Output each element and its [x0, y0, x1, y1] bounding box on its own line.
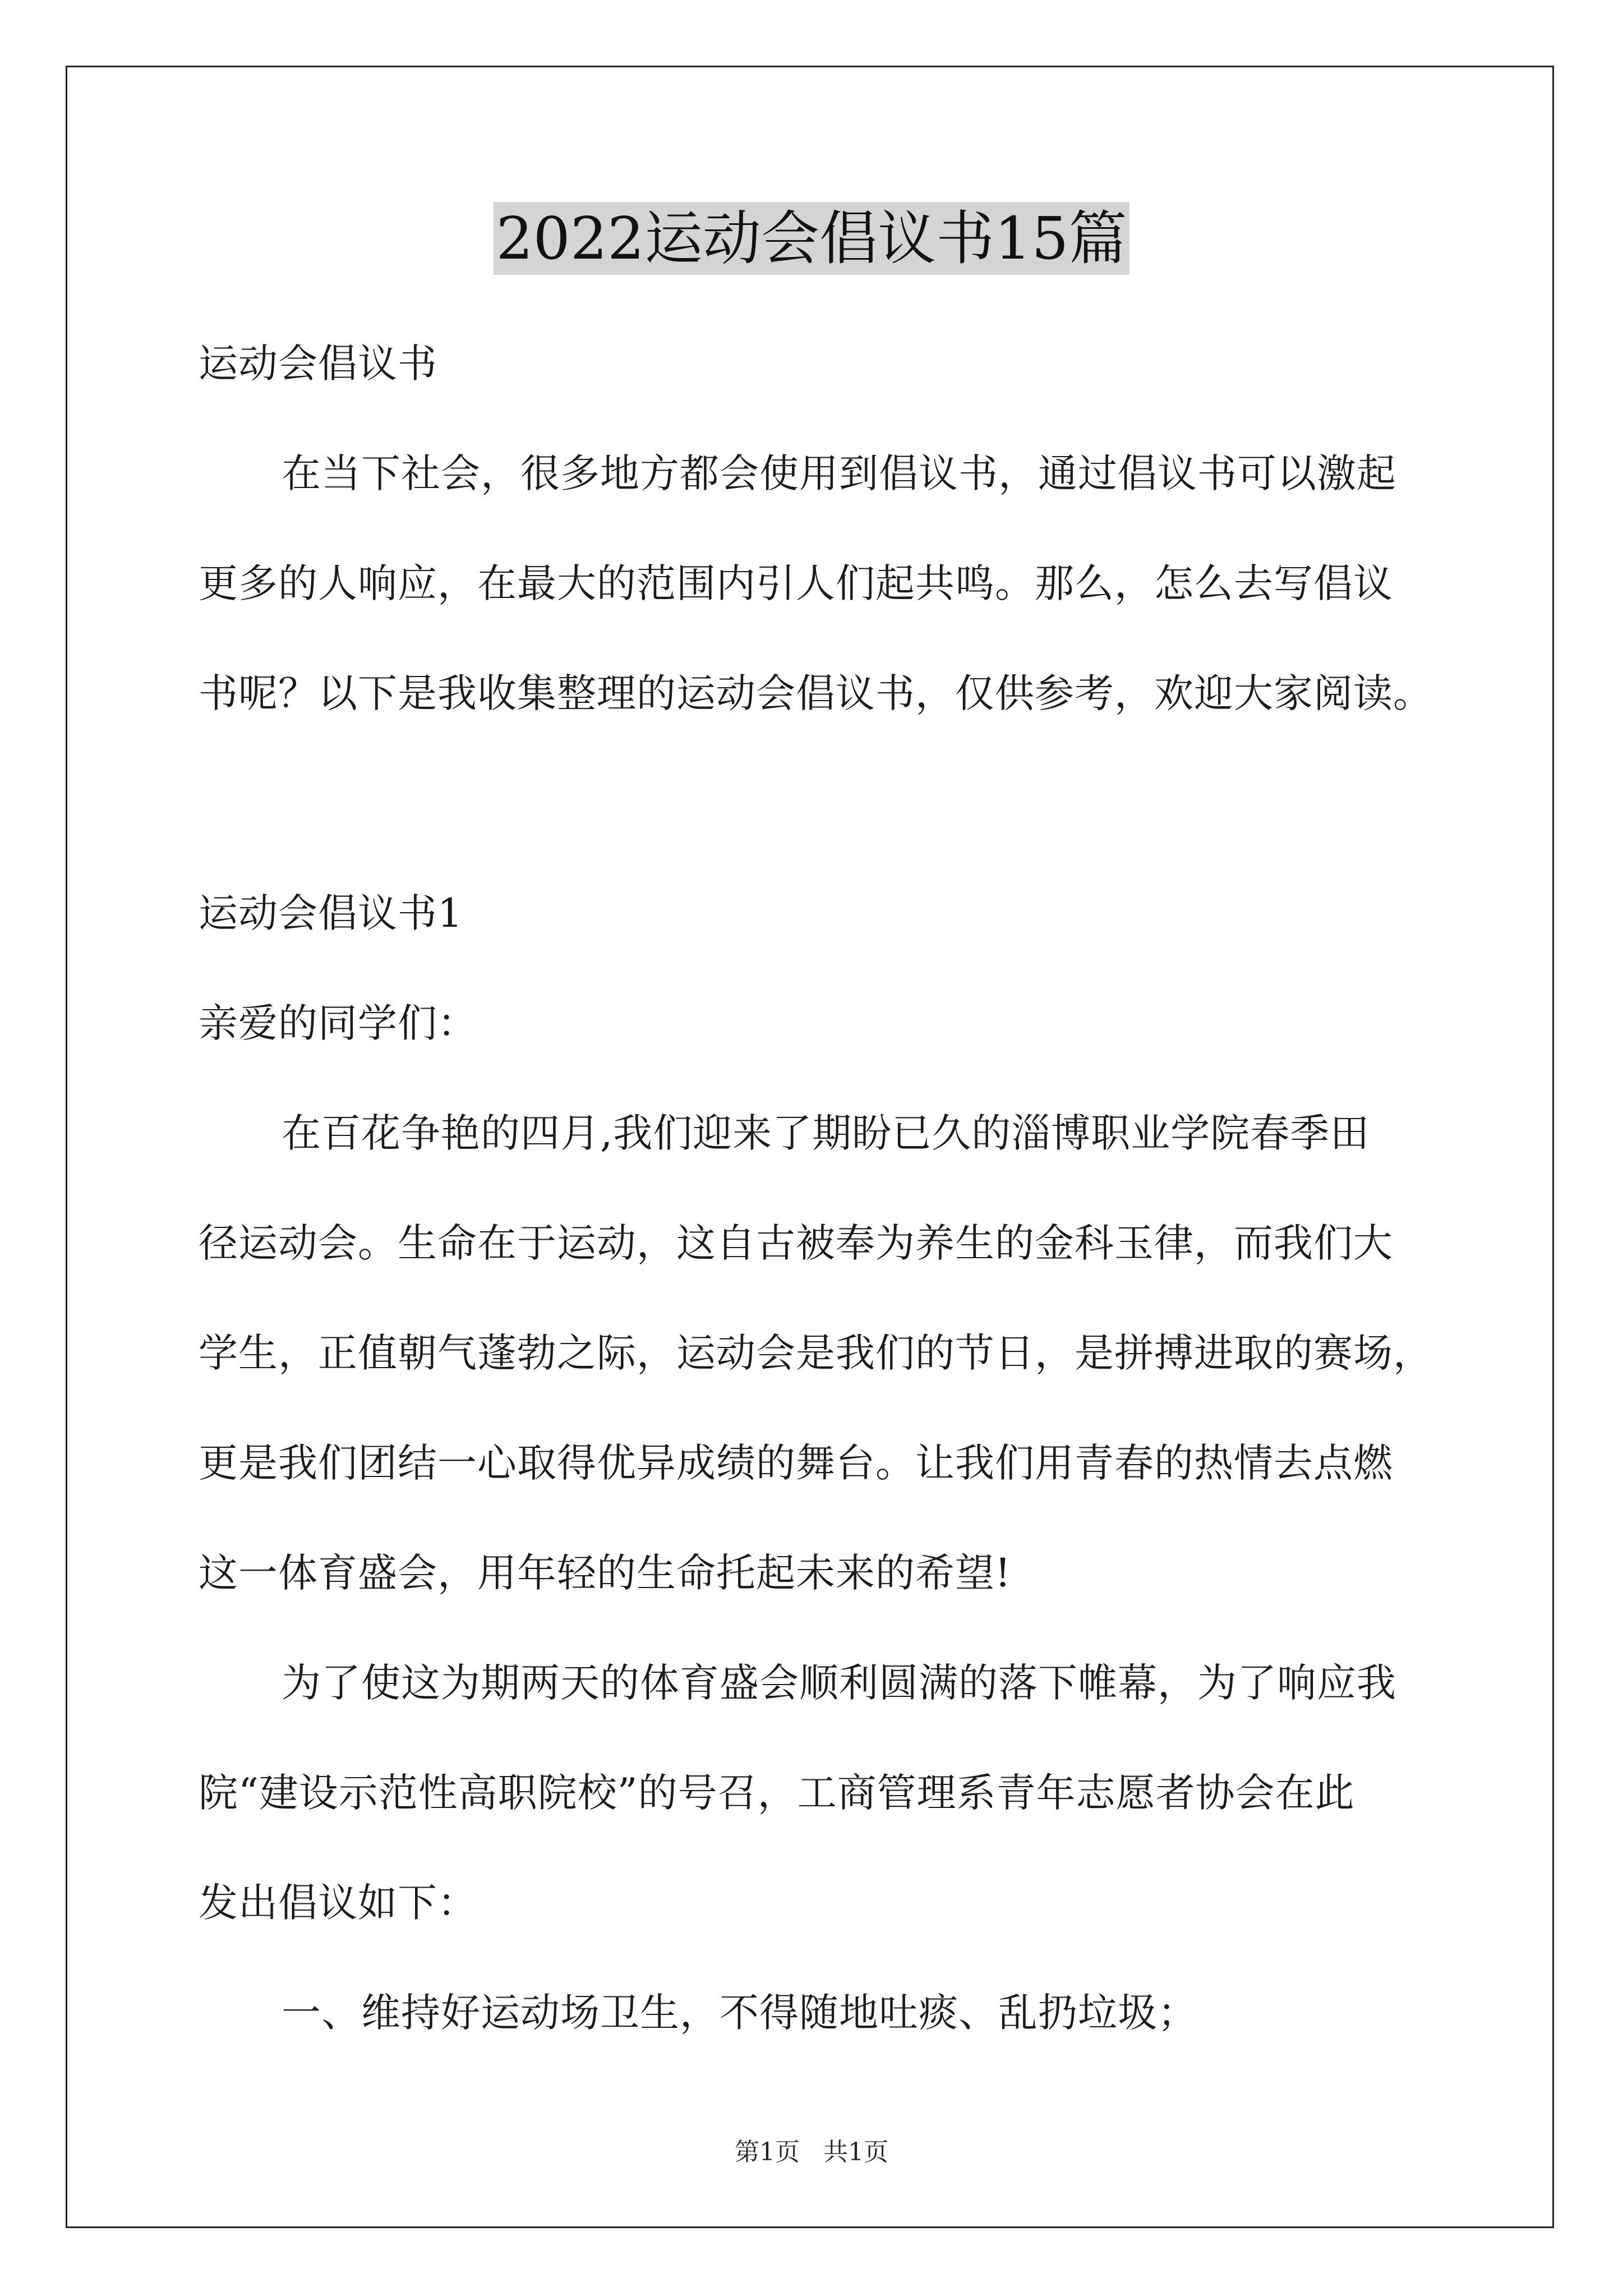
paragraph-line: 学生，正值朝气蓬勃之际，运动会是我们的节日，是拼搏进取的赛场， — [199, 1330, 1433, 1376]
paragraph-line: 在百花争艳的四月,我们迎来了期盼已久的淄博职业学院春季田 — [282, 1110, 1370, 1156]
list-item: 一、维持好运动场卫生，不得随地吐痰、乱扔垃圾； — [282, 1990, 1197, 2036]
paragraph-line: 院“建设示范性高职院校”的号召，工商管理系青年志愿者协会在此 — [199, 1770, 1355, 1816]
paragraph-line: 更是我们团结一心取得优异成绩的舞台。让我们用青春的热情去点燃 — [199, 1440, 1393, 1486]
paragraph-line: 为了使这为期两天的体育盛会顺利圆满的落下帷幕，为了响应我 — [282, 1660, 1396, 1706]
greeting: 亲爱的同学们： — [199, 1000, 477, 1046]
paragraph-line: 书呢？以下是我收集整理的运动会倡议书，仅供参考，欢迎大家阅读。 — [199, 670, 1433, 716]
section-heading: 运动会倡议书1 — [199, 890, 463, 936]
blank-line — [199, 748, 1444, 858]
paragraph-line: 发出倡议如下： — [199, 1880, 477, 1926]
document-title: 2022运动会倡议书15篇 — [494, 202, 1129, 275]
paragraph-line: 更多的人响应，在最大的范围内引人们起共鸣。那么，怎么去写倡议 — [199, 560, 1393, 606]
paragraph-line: 在当下社会，很多地方都会使用到倡议书，通过倡议书可以激起 — [282, 450, 1396, 496]
title-container — [0, 202, 1623, 275]
page-footer: 第1页 共1页 — [735, 2138, 888, 2166]
paragraph-line: 这一体育盛会，用年轻的生命托起未来的希望! — [199, 1550, 1012, 1596]
section-heading: 运动会倡议书 — [199, 341, 437, 386]
paragraph-line: 径运动会。生命在于运动，这自古被奉为养生的金科玉律，而我们大 — [199, 1220, 1393, 1266]
document-body — [199, 309, 1444, 2068]
